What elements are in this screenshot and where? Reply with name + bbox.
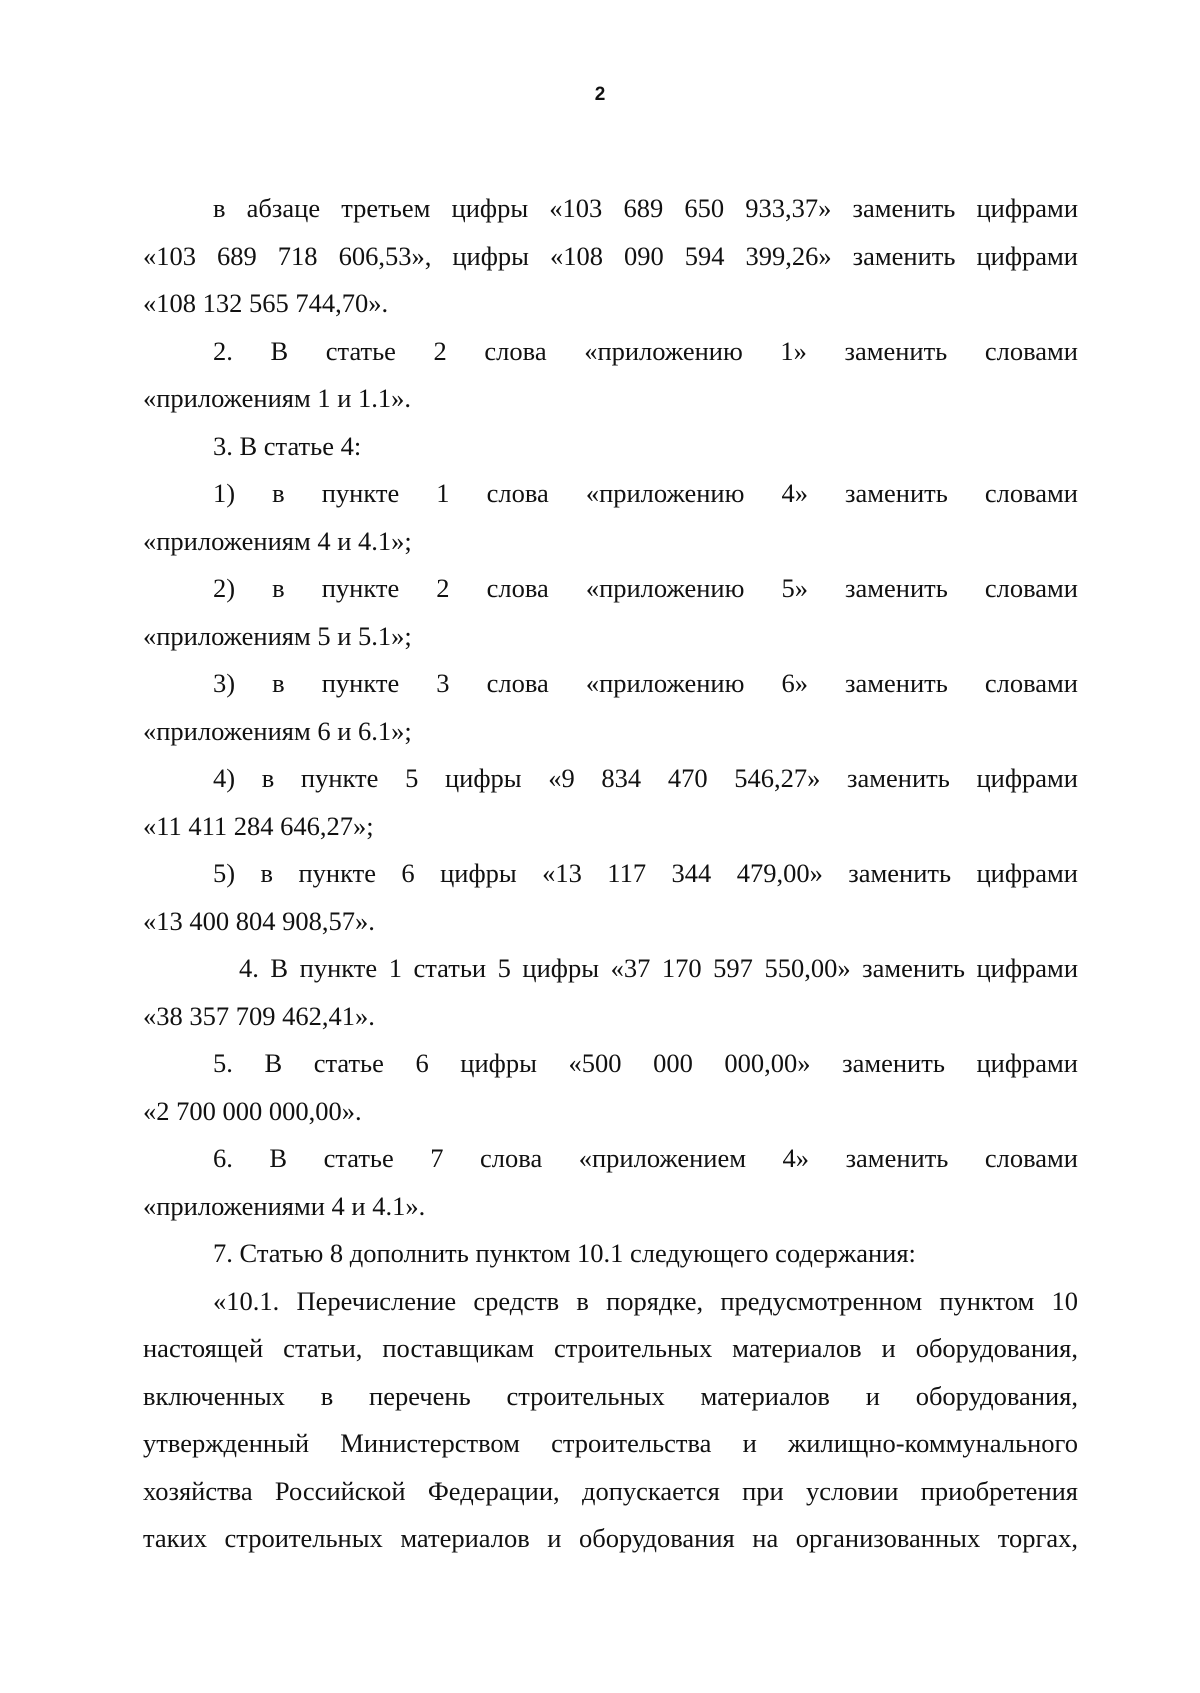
text-line: 3. В статье 4: [213,430,362,461]
text-line: хозяйства Российской Федерации, допускается при условии приобретения [143,1475,1078,1506]
text-line: «38 357 709 462,41». [143,1000,375,1031]
text-line: «108 132 565 744,70». [143,288,389,318]
text-line: 4. В пункте 1 статьи 5 цифры «37 170 597 550,00» заменить цифрами [239,953,1078,983]
text-line: таких строительных материалов и оборудования на организованных торгах, [143,1523,1078,1553]
document-body [143,185,1078,1563]
text-line: включенных в перечень строительных материалов и оборудования, [143,1380,1078,1411]
text-line: «приложениям 1 и 1.1». [143,383,412,413]
text-line: «приложениям 4 и 4.1»; [143,525,412,556]
text-line: в абзаце третьем цифры «103 689 650 933,37» заменить цифрами [213,193,1078,223]
text-line: «103 689 718 606,53», цифры «108 090 594 399,26» заменить цифрами [143,240,1078,271]
text-line: 1) в пункте 1 слова «приложению 4» заменить словами [213,478,1078,508]
text-line: 3) в пункте 3 слова «приложению 6» заменить словами [213,668,1078,698]
text-line: 2) в пункте 2 слова «приложению 5» заменить словами [213,573,1078,603]
text-line: «приложениями 4 и 4.1». [143,1190,426,1221]
text-line: 5. В статье 6 цифры «500 000 000,00» заменить цифрами [213,1048,1078,1078]
text-line: «11 411 284 646,27»; [143,810,374,841]
text-line: «10.1. Перечисление средств в порядке, предусмотренном пунктом 10 [213,1285,1078,1316]
text-line: «13 400 804 908,57». [143,905,375,936]
text-line: 7. Статью 8 дополнить пунктом 10.1 следующего содержания: [213,1238,916,1268]
text-line: 2. В статье 2 слова «приложению 1» заменить словами [213,335,1078,366]
text-line: 4) в пункте 5 цифры «9 834 470 546,27» заменить цифрами [213,763,1078,793]
text-line: 6. В статье 7 слова «приложением 4» заменить словами [213,1143,1078,1173]
text-line: настоящей статьи, поставщикам строительных материалов и оборудования, [143,1333,1078,1363]
text-line: 5) в пункте 6 цифры «13 117 344 479,00» заменить цифрами [213,858,1078,888]
page-number: 2 [594,84,606,105]
text-line: «приложениям 6 и 6.1»; [143,715,412,746]
text-line: «приложениям 5 и 5.1»; [143,620,412,651]
text-line: утвержденный Министерством строительства и жилищно-коммунального [143,1428,1078,1458]
text-line: «2 700 000 000,00». [143,1095,362,1126]
